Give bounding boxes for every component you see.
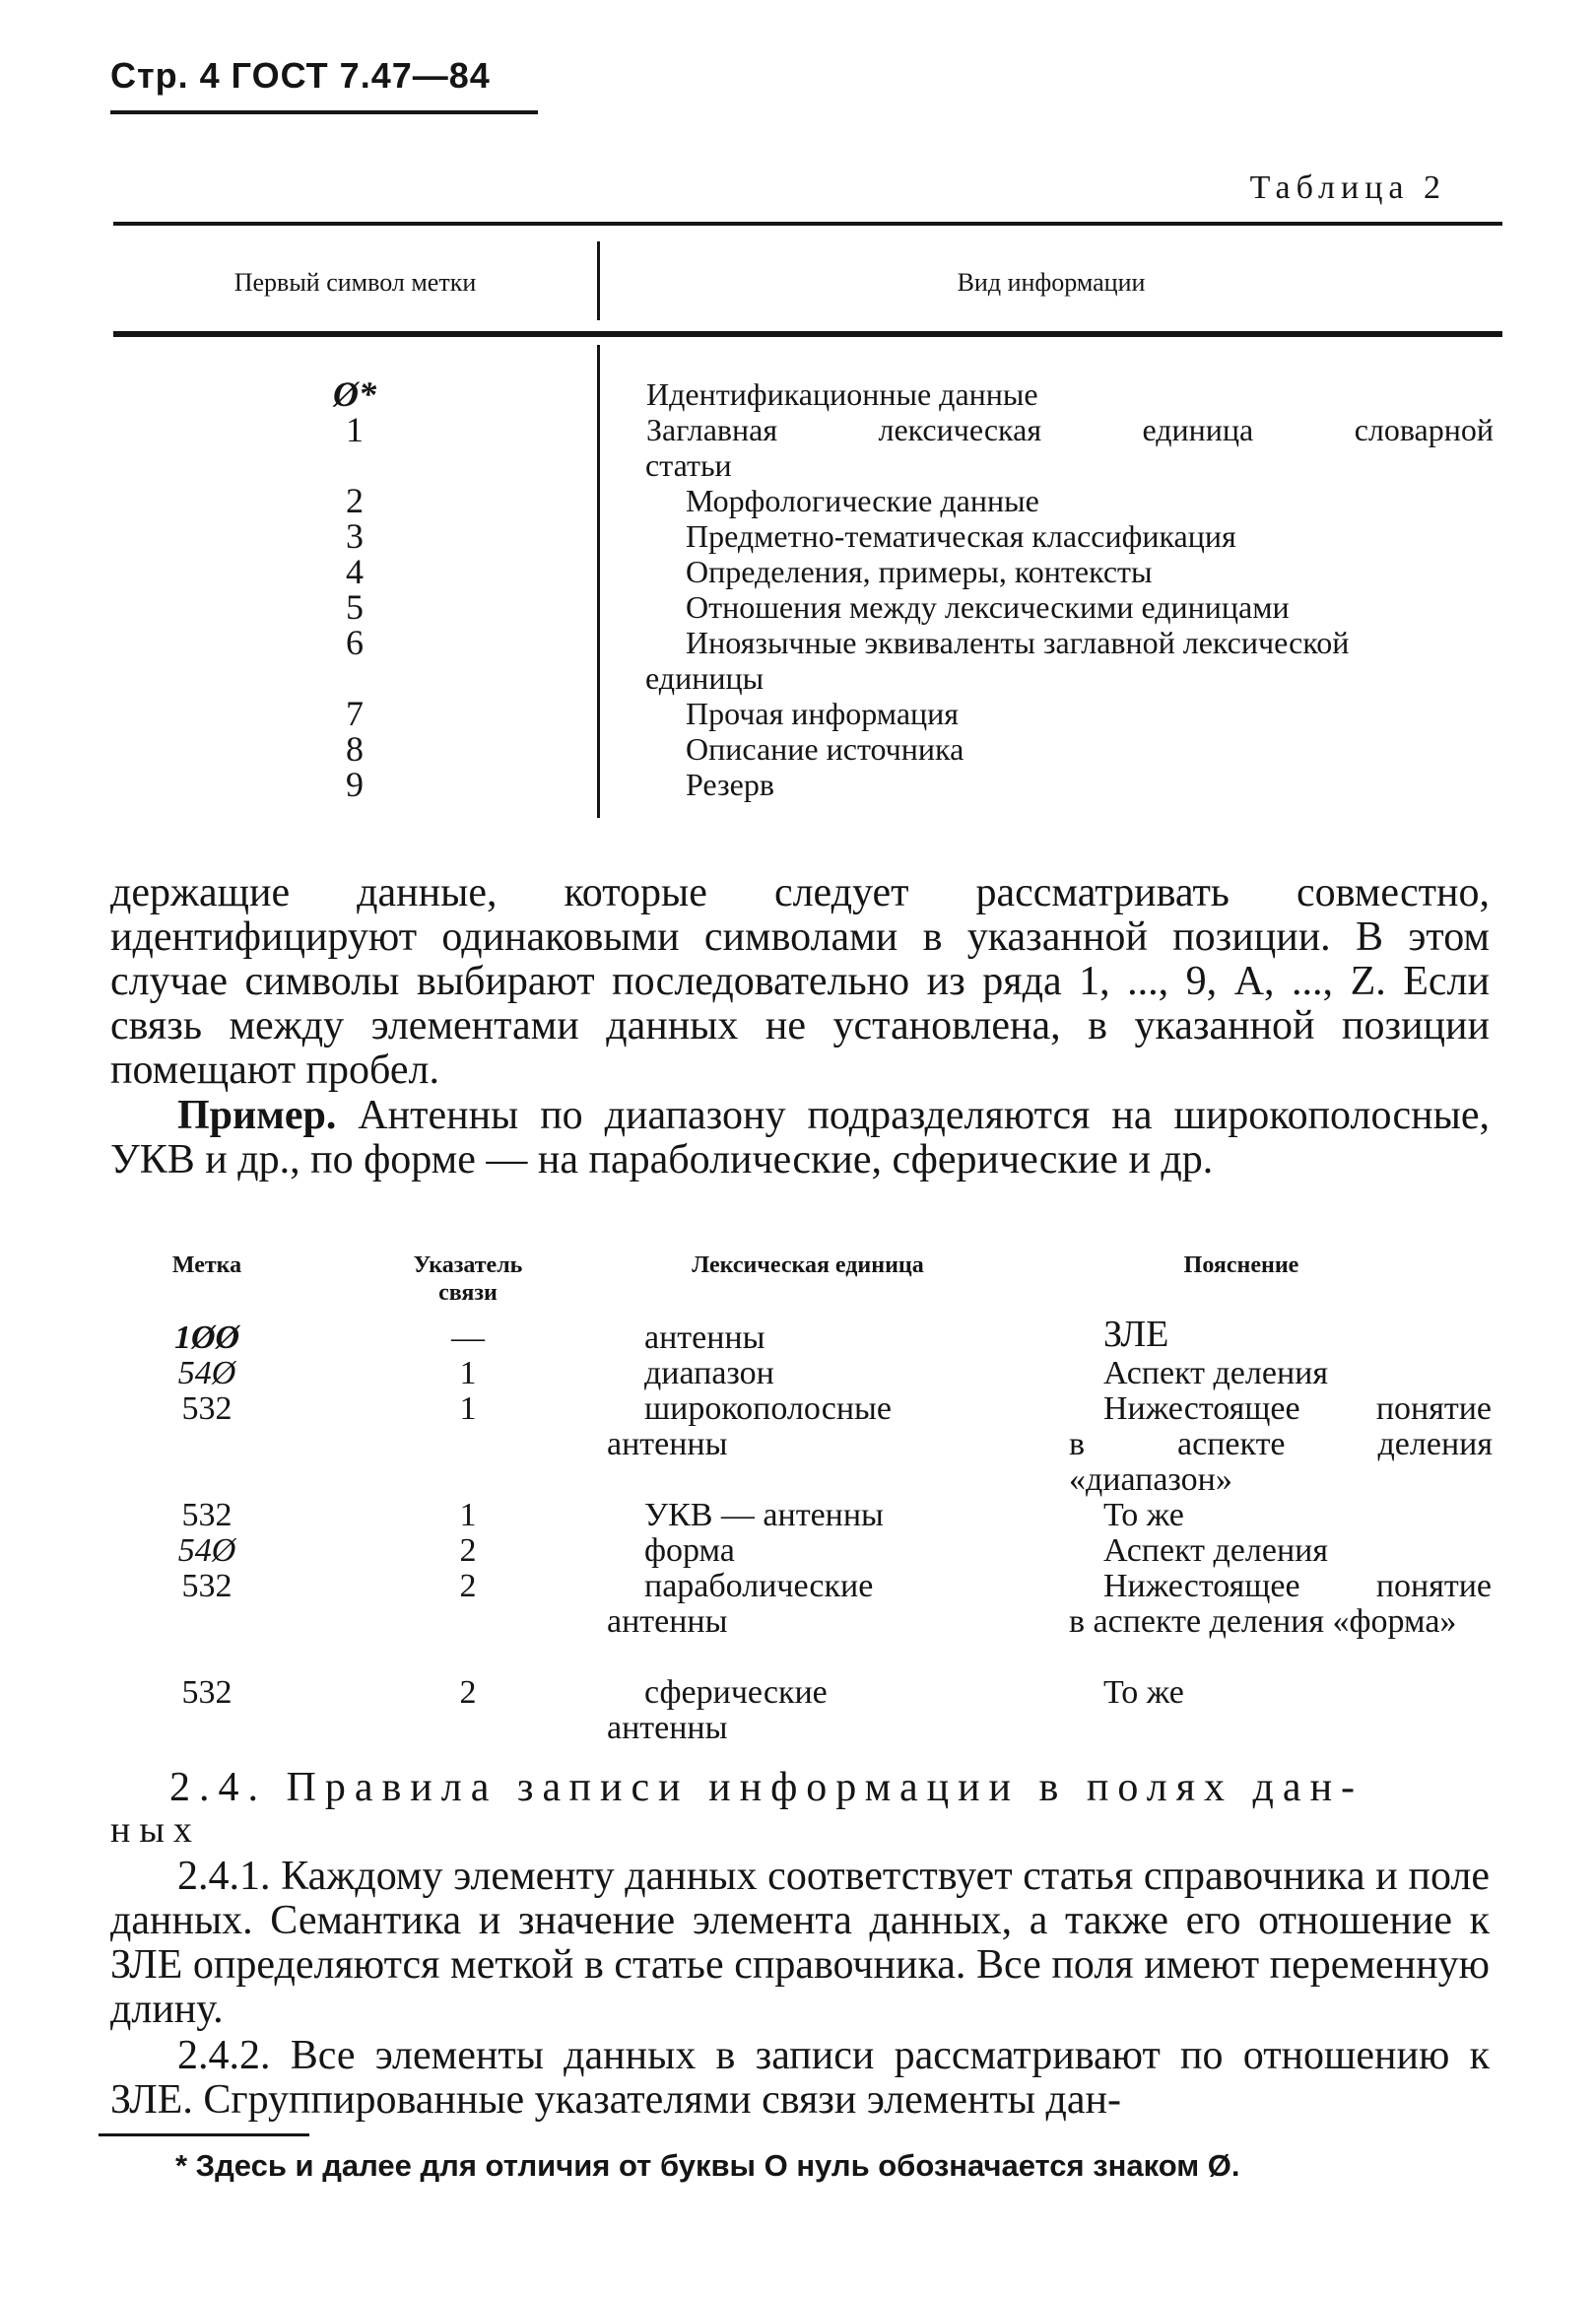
example-row-explanation-continuation: в аспекте деления «диапазон» [1069,1426,1493,1498]
example-row-pointer: 1 [459,1355,477,1391]
table-row-info-continuation: единицы [645,660,765,696]
table-column-header: Первый символ метки [233,268,477,297]
example-row-pointer: 1 [459,1390,477,1427]
example-row-lex-continuation: антенны [607,1710,728,1746]
example-row-explanation: Нижестоящее понятие [1103,1568,1492,1604]
example-row-explanation-continuation: в аспекте деления «форма» [1069,1603,1457,1640]
example-column-header: Указатель связи [413,1252,523,1306]
example-row-lex: антенны [644,1319,765,1356]
paragraph: держащие данные, которые следует рассматривать совместно, идентифицируют одинаковыми символами в указанной позиции. В этом случае символы выбирают последовательно из ряда 1, ..., 9, A, ..., Z. Если связь между элементами данных не установлена, в указанной позиции помещают пробел. [110,870,1490,1093]
example-text: Антенны по диапазону подразделяются на широкополосные, УКВ и др., по форме — на параболические, сферические и др. [110,1093,1490,1183]
table-row-info: Предметно-тематическая классификация [686,518,1236,554]
table-row-symbol: 8 [346,729,364,769]
table-row-info: Резерв [686,767,774,802]
table-row-info: Иноязычные эквиваленты заглавной лексической [686,625,1350,660]
table-row-symbol: 7 [346,694,364,733]
footnote-rule [99,2133,309,2136]
table-header-rule [113,331,1502,337]
table-top-rule [113,222,1502,226]
table-row-symbol: 4 [346,552,364,591]
section-heading: 2.4. Правила записи информации в полях дан- [169,1765,1364,1810]
example-row-pointer: 1 [459,1497,477,1533]
example-row-label: 532 [181,1568,233,1604]
example-row-label: 532 [181,1674,233,1711]
example-row-label: 54Ø [177,1532,236,1569]
table-caption: Таблица 2 [1249,169,1446,206]
example-row-explanation: Нижестоящее понятие [1103,1390,1492,1427]
example-row-explanation: Аспект деления [1103,1355,1328,1391]
example-row-explanation: То же [1103,1497,1184,1533]
table-row-info: Заглавная лексическая единица словарной [646,412,1494,447]
example-row-lex: параболические [644,1568,874,1604]
table-row-symbol: 5 [346,587,364,627]
header-rule [110,110,538,114]
example-row-pointer: 2 [459,1674,477,1711]
example-row-lex: УКВ — антенны [644,1497,884,1533]
table-row-info-continuation: статьи [645,447,732,483]
example-row-lex: широкополосные [644,1390,892,1427]
table-row-symbol: 9 [346,765,364,804]
example-row-label: 532 [181,1497,233,1533]
table-row-symbol: 1 [346,410,364,449]
example-paragraph [110,1094,1490,1183]
example-row-explanation: То же [1103,1674,1184,1711]
example-row-explanation: ЗЛЕ [1103,1314,1169,1355]
table-body-divider [597,345,600,818]
table-row-info: Морфологические данные [686,483,1039,518]
example-row-explanation: Аспект деления [1103,1532,1328,1569]
example-row-pointer: 2 [459,1568,477,1604]
example-column-header: Лексическая единица [692,1252,924,1278]
example-row-label: 1ØØ [173,1319,240,1356]
example-row-pointer: — [451,1319,485,1356]
table-row-info: Определения, примеры, контексты [686,554,1153,589]
example-row-pointer: 2 [459,1532,477,1569]
table-row-info: Идентификационные данные [646,376,1038,412]
example-column-header: Пояснение [1183,1252,1299,1278]
paragraph-2-4-1: 2.4.1. Каждому элементу данных соответствует статья справочника и поле данных. Семантика и значение элемента данных, а также его отношение к ЗЛЕ определяются меткой в статье справочника. Все поля имеют переменную длину. [110,1854,1490,2032]
footnote: * Здесь и далее для отличия от буквы О нуль обозначается знаком Ø. [175,2148,1240,2183]
table-row-symbol: 2 [346,481,364,520]
example-column-header: Метка [171,1252,242,1278]
table-row-info: Отношения между лексическими единицами [686,589,1290,625]
table-column-header: Вид информации [957,268,1146,297]
example-row-label: 532 [181,1390,233,1427]
page-header: Стр. 4 ГОСТ 7.47—84 [110,55,491,96]
example-row-lex-continuation: антенны [607,1603,728,1640]
table-row-symbol: 3 [346,516,364,556]
example-row-lex: диапазон [644,1355,774,1391]
table-row-symbol: 6 [346,623,364,662]
example-row-lex: форма [644,1532,735,1569]
table-row-info: Описание источника [686,731,964,767]
example-row-lex-continuation: антенны [607,1426,728,1462]
example-row-lex: сферические [644,1674,828,1711]
example-label: Пример. [177,1093,337,1138]
section-heading-continuation: ных [110,1809,201,1851]
example-row-label: 54Ø [177,1355,236,1391]
paragraph-2-4-2: 2.4.2. Все элементы данных в записи рассматривают по отношению к ЗЛЕ. Сгруппированные указателями связи элементы дан- [110,2033,1490,2123]
table-row-info: Прочая информация [686,696,959,731]
table-row-symbol: Ø* [333,374,376,414]
